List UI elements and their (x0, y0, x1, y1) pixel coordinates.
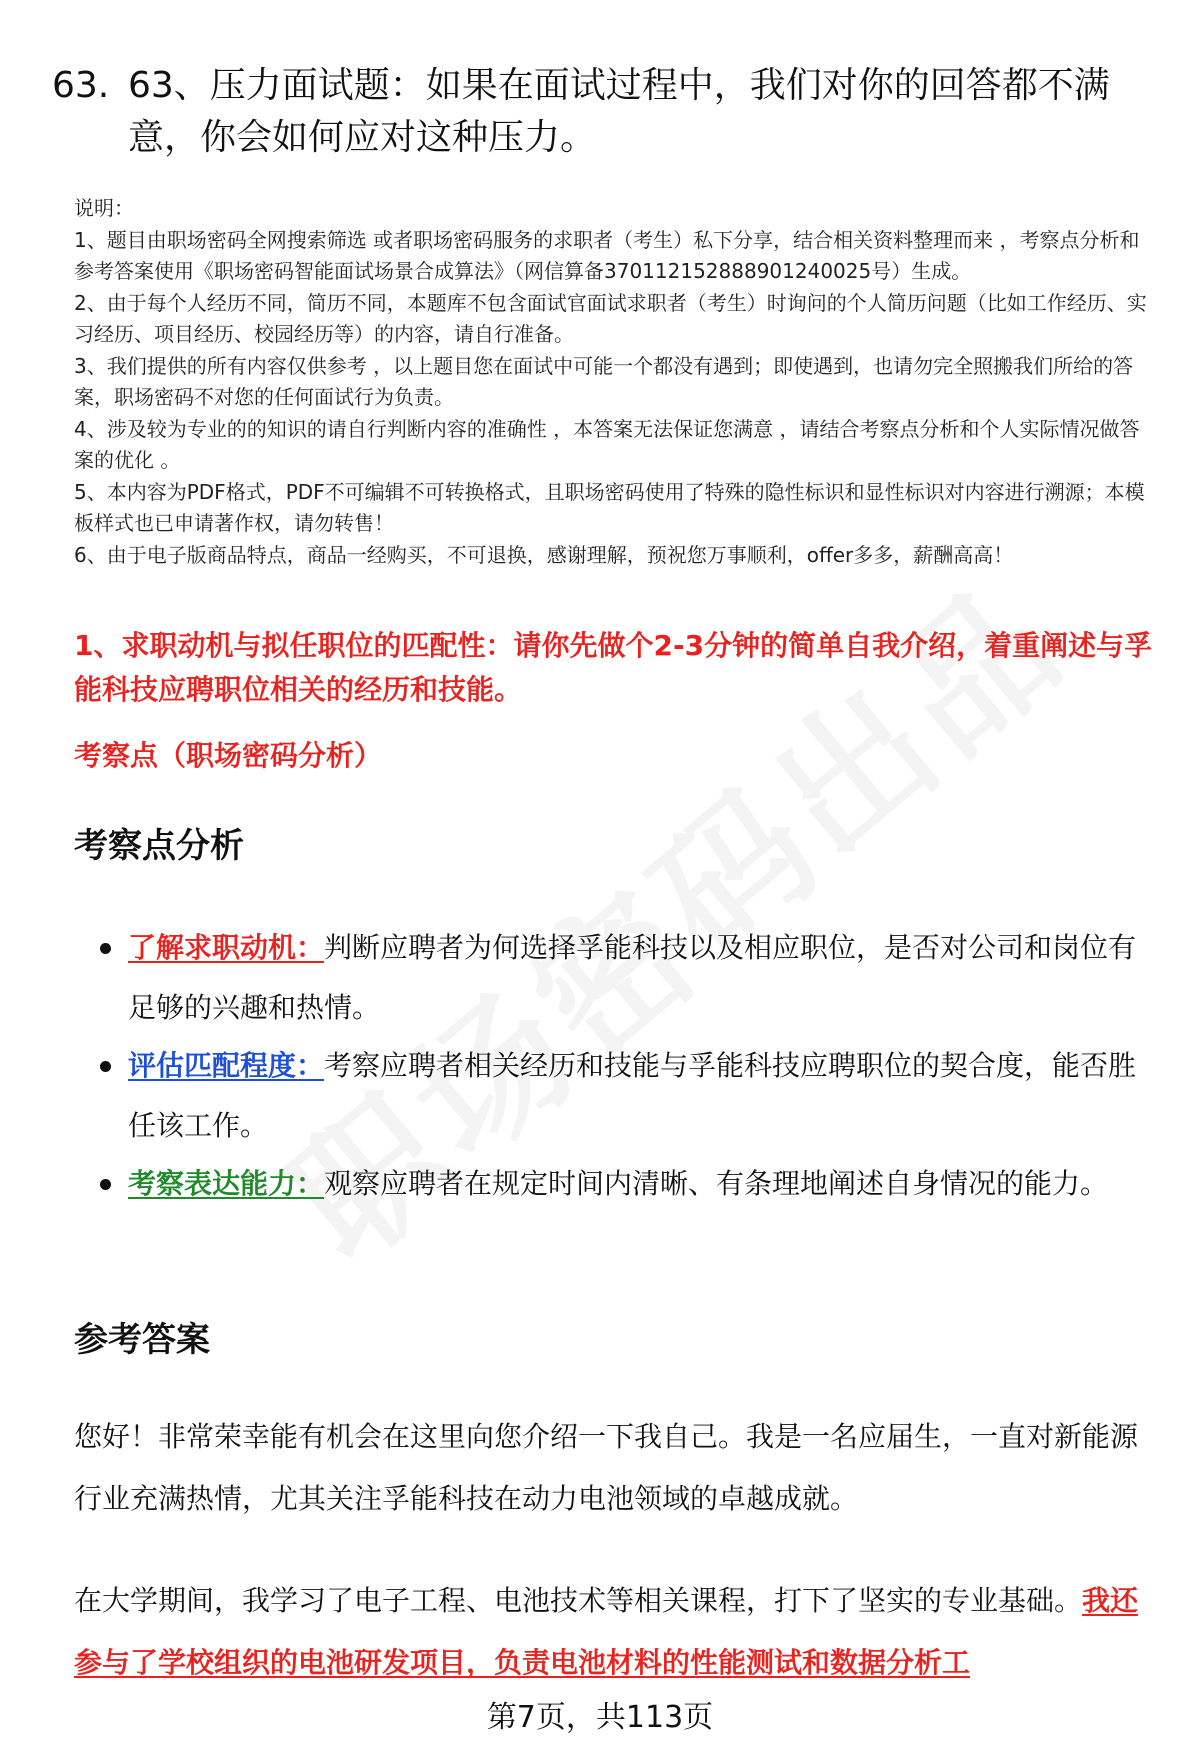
notes-heading: 说明： (74, 196, 134, 220)
answer-paragraph (74, 1570, 1160, 1694)
bullet-key: 了解求职动机： (128, 931, 325, 964)
question-number: 63. (52, 65, 110, 106)
bullet-key: 考察表达能力： (128, 1167, 325, 1200)
list-item (74, 1154, 1160, 1214)
note-item: 6、由于电子版商品特点，商品一经购买，不可退换，感谢理解，预祝您万事顺利，offer多多，薪酬高高！ (74, 542, 1014, 567)
note-item: 5、本内容为PDF格式，PDF不可编辑不可转换格式，且职场密码使用了特殊的隐性标识和显性标识对内容进行溯源；本模板样式也已申请著作权，请勿转售！ (74, 479, 1145, 535)
page-footer: 第7页，共113页 (486, 1700, 714, 1735)
bullet-text: 观察应聘者在规定时间内清晰、有条理地阐述自身情况的能力。 (324, 1167, 1109, 1200)
bullet-dot-icon (100, 1179, 111, 1190)
answer-text: 在大学期间，我学习了电子工程、电池技术等相关课程，打下了坚实的专业基础。 (74, 1584, 1083, 1617)
note-item: 2、由于每个人经历不同，简历不同，本题库不包含面试官面试求职者（考生）时询问的个人简历问题（比如工作经历、实习经历、项目经历、校园经历等）的内容，请自行准备。 (74, 290, 1147, 346)
question-text: 63、压力面试题：如果在面试过程中，我们对你的回答都不满意，你会如何应对这种压力。 (128, 65, 1110, 158)
list-item (74, 918, 1160, 1038)
disclaimer-notes (74, 193, 1154, 571)
question-1-title: 1、求职动机与拟任职位的匹配性：请你先做个2-3分钟的简单自我介绍，着重阐述与孚能科技应聘职位相关的经历和技能。 (74, 629, 1153, 706)
bullet-text: 判断应聘者为何选择孚能科技以及相应职位，是否对公司和岗位有足够的兴趣和热情。 (128, 931, 1137, 1024)
answer-paragraph: 您好！非常荣幸能有机会在这里向您介绍一下我自己。我是一名应届生，一直对新能源行业充满热情，尤其关注孚能科技在动力电池领域的卓越成就。 (74, 1420, 1139, 1515)
note-item: 1、题目由职场密码全网搜索筛选 或者职场密码服务的求职者（考生）私下分享，结合相关资料整理而来 ，考察点分析和参考答案使用《职场密码智能面试场景合成算法》（网信算备370112152888901240025号）生成。 (74, 227, 1140, 283)
bullet-text: 考察应聘者相关经历和技能与孚能科技应聘职位的契合度，能否胜任该工作。 (128, 1049, 1137, 1142)
assessment-point-label: 考察点（职场密码分析） (74, 739, 383, 772)
bullet-dot-icon (100, 1061, 111, 1072)
bullet-key: 评估匹配程度： (128, 1049, 325, 1082)
bullet-dot-icon (100, 943, 111, 954)
note-item: 4、涉及较为专业的的知识的请自行判断内容的准确性 ，本答案无法保证您满意 ，请结合考察点分析和个人实际情况做答案的优化 。 (74, 416, 1140, 472)
analysis-heading: 考察点分析 (74, 826, 244, 866)
list-item (74, 1036, 1160, 1156)
analysis-list (74, 918, 1160, 1214)
note-item: 3、我们提供的所有内容仅供参考 ，以上题目您在面试中可能一个都没有遇到；即使遇到，也请勿完全照搬我们所给的答案，职场密码不对您的任何面试行为负责。 (74, 353, 1134, 409)
reference-answer-heading: 参考答案 (74, 1320, 210, 1360)
question-title (52, 60, 1142, 164)
answer-highlight: 我还参与了学校组织的电池研发项目，负责电池材料的性能测试和数据分析工 (74, 1584, 1139, 1679)
